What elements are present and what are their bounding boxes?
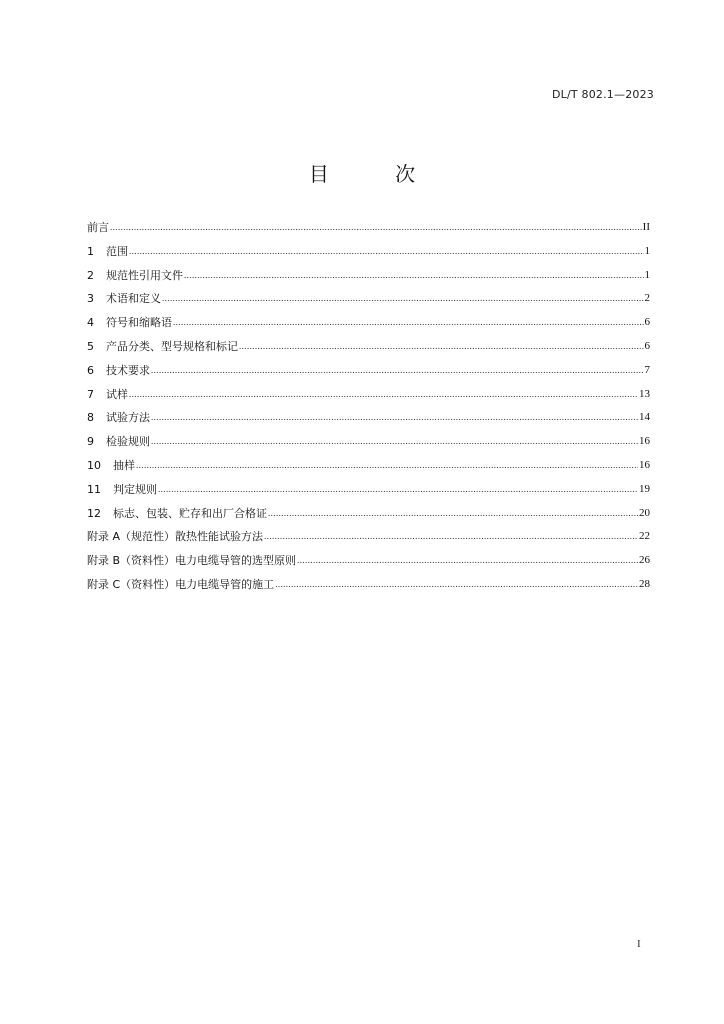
toc-entry-title: 范围 — [106, 244, 128, 258]
toc-entry-page: II — [642, 221, 650, 233]
toc-entry[interactable] — [87, 216, 650, 240]
toc-entry[interactable] — [87, 287, 650, 311]
toc-entry-page: 2 — [644, 292, 650, 305]
toc-entry-title: 产品分类、型号规格和标记 — [106, 339, 238, 353]
toc-entry-title: 附录 B（资料性）电力电缆导管的选型原则 — [87, 554, 297, 568]
toc-entry[interactable] — [87, 573, 650, 597]
toc-entry-number: 3 — [87, 292, 94, 306]
toc-leader-dots — [264, 525, 638, 549]
toc-entry[interactable] — [87, 549, 650, 573]
toc-entry[interactable] — [87, 478, 650, 502]
toc-leader-dots — [129, 240, 644, 264]
toc-entry-page: 7 — [644, 363, 650, 376]
toc-entry-title: 抽样 — [113, 458, 135, 472]
toc-entry[interactable] — [87, 430, 650, 454]
toc-leader-dots — [184, 264, 644, 288]
toc-entry-number: 8 — [87, 411, 94, 425]
toc-entry-number: 1 — [87, 244, 94, 258]
toc-entry-title: 标志、包装、贮存和出厂合格证 — [113, 506, 267, 520]
toc-leader-dots — [151, 406, 638, 430]
toc-entry[interactable] — [87, 240, 650, 264]
toc-entry[interactable] — [87, 502, 650, 526]
document-number: DL/T 802.1—2023 — [551, 88, 654, 101]
toc-entry-number: 6 — [87, 363, 94, 377]
toc-entry-page: 22 — [639, 530, 650, 543]
toc-entry-title: 判定规则 — [113, 482, 157, 496]
toc-leader-dots — [129, 383, 638, 407]
toc-leader-dots — [173, 311, 644, 335]
toc-entry-number: 7 — [87, 387, 94, 401]
toc-leader-dots — [239, 335, 644, 359]
toc-entry-title: 规范性引用文件 — [106, 268, 183, 282]
toc-entry[interactable] — [87, 359, 650, 383]
toc-entry-title: 技术要求 — [106, 363, 150, 377]
toc-leader-dots — [158, 478, 638, 502]
toc-entry-title: 试样 — [106, 387, 128, 401]
table-of-contents — [87, 216, 650, 597]
toc-entry-page: 13 — [639, 387, 650, 400]
toc-leader-dots — [268, 502, 638, 526]
toc-entry-title: 符号和缩略语 — [106, 316, 172, 330]
toc-entry-title: 检验规则 — [106, 435, 150, 449]
toc-entry[interactable] — [87, 454, 650, 478]
toc-leader-dots — [151, 430, 638, 454]
toc-leader-dots — [151, 359, 644, 383]
toc-entry-page: 26 — [639, 554, 650, 567]
toc-entry-page: 6 — [644, 339, 650, 352]
toc-leader-dots — [110, 216, 642, 240]
toc-entry-page: 6 — [644, 316, 650, 329]
toc-entry-title: 附录 A（规范性）散热性能试验方法 — [87, 530, 264, 544]
toc-entry-page: 1 — [644, 268, 650, 281]
toc-leader-dots — [136, 454, 638, 478]
toc-entry-page: 14 — [639, 411, 650, 424]
toc-leader-dots — [275, 573, 638, 597]
toc-entry[interactable] — [87, 525, 650, 549]
toc-entry-page: 1 — [644, 244, 650, 257]
toc-entry[interactable] — [87, 335, 650, 359]
page-title: 目 次 — [308, 162, 446, 186]
toc-entry[interactable] — [87, 383, 650, 407]
toc-entry-number: 10 — [87, 458, 101, 472]
toc-entry[interactable] — [87, 311, 650, 335]
toc-entry-number: 9 — [87, 435, 94, 449]
toc-entry[interactable] — [87, 406, 650, 430]
toc-entry[interactable] — [87, 264, 650, 288]
toc-entry-title: 附录 C（资料性）电力电缆导管的施工 — [87, 577, 275, 591]
toc-entry-number: 5 — [87, 339, 94, 353]
toc-entry-page: 19 — [639, 482, 650, 495]
toc-entry-page: 20 — [639, 506, 650, 519]
toc-leader-dots — [297, 549, 638, 573]
toc-entry-number: 12 — [87, 506, 101, 520]
toc-entry-number: 4 — [87, 316, 94, 330]
toc-entry-number: 2 — [87, 268, 94, 282]
page-number: I — [637, 938, 641, 950]
toc-entry-number: 11 — [87, 482, 101, 496]
toc-entry-page: 28 — [639, 577, 650, 590]
toc-entry-title: 前言 — [87, 221, 109, 234]
toc-entry-title: 术语和定义 — [106, 292, 161, 306]
toc-entry-page: 16 — [639, 435, 650, 448]
toc-entry-title: 试验方法 — [106, 411, 150, 425]
toc-entry-page: 16 — [639, 458, 650, 471]
toc-leader-dots — [162, 287, 644, 311]
